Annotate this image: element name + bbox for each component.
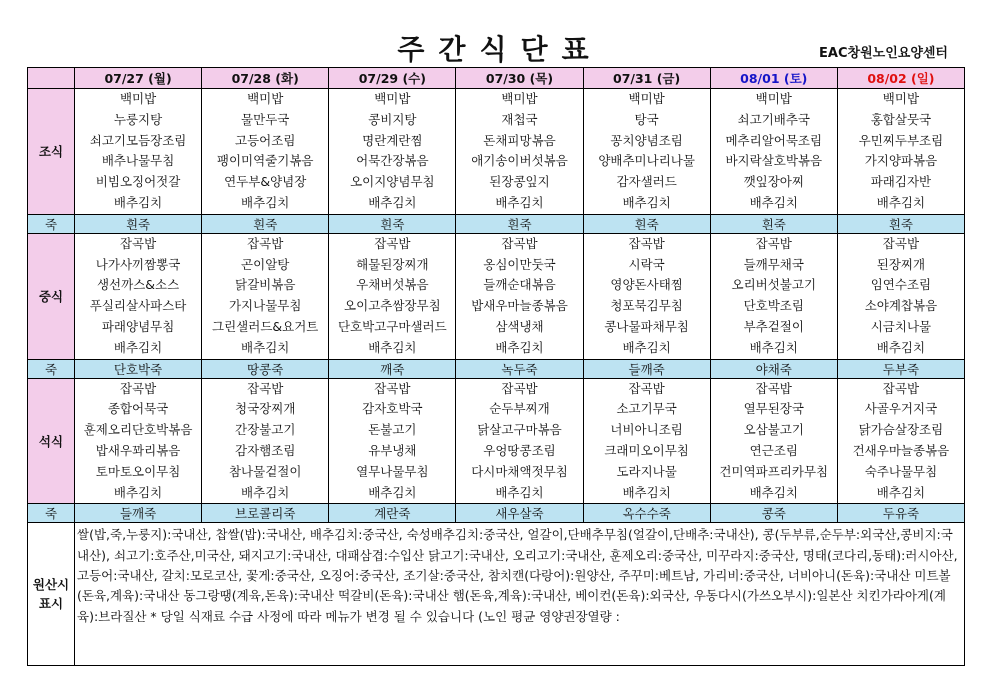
porridge-cell: 단호박죽 [75,359,202,378]
meal-row [28,89,965,215]
menu-item: 꽁치양념조림 [610,132,683,148]
meal-label: 석식 [28,378,75,504]
porridge-cell: 두유죽 [837,504,964,523]
menu-item: 크래미오이무침 [604,442,689,458]
menu-item: 나가사끼짬뽕국 [95,256,181,272]
menu-item: 된장찌개 [876,256,926,272]
menu-item: 해물된장찌개 [356,256,429,272]
header-corner-cell [28,68,75,89]
menu-item: 우채버섯볶음 [356,277,429,293]
menu-cell [583,378,710,504]
menu-item: 청포묵김무침 [610,298,683,314]
menu-item: 건새우마늘종볶음 [852,442,950,458]
weekly-menu-table [27,67,965,666]
day-header-3: 07/30 (목) [456,68,583,89]
menu-item: 배추김치 [749,194,798,210]
menu-item: 연두부&양념장 [224,174,307,190]
menu-item: 생선까스&소스 [96,277,180,293]
menu-item: 삼색냉채 [495,318,544,334]
menu-item: 곤이알탕 [241,256,290,272]
menu-item: 배추김치 [241,194,290,210]
porridge-cell: 들깨죽 [75,504,202,523]
menu-cell [456,378,583,504]
porridge-cell: 브로콜리죽 [202,504,329,523]
menu-item: 배추김치 [749,484,798,500]
porridge-cell: 녹두죽 [456,359,583,378]
origin-text: 쌀(밥,죽,누룽지):국내산, 찹쌀(밥):국내산, 배추김치:중국산, 숙성배추김치:중국산, 얼갈이,단배추무침(얼갈이,단배추:국내산), 콩(두부류,순두부:외국산,콩비지:국내산), 쇠고기:호주산,미국산, 돼지고기:국내산, 대패삼겹:수입산 닭고기:국내산, 오리고기:국내산, 훈제오리:중국산, 미꾸라지:중국산, 명태(코다리,동태):러시아산, 고등어:국내산, 갈치:모로코산, 꽃게:중국산, 오징어:중국산, 조기살:중국산, 참치캔(다랑어):원양산, 주꾸미:베트남, 가리비:중국산, 너비아니(돈육):국내산 미트볼(돈육,계육):국내산 동그랑땡(계육,돈육):국내산 떡갈비(돈육):국내산 햄(돈육,계육):국내산, 베이컨(돈육):외국산, 우동다시(가쓰오부시):일본산 치킨가라아게(계육):브라질산 * 당일 식재료 수급 사정에 따라 메뉴가 변경 될 수 있습니다 (노인 평균 영양권장열량 : [75,523,965,666]
porridge-cell: 옥수수죽 [583,504,710,523]
menu-item: 닭가슴살장조림 [858,422,944,438]
menu-item: 어묵간장볶음 [356,153,429,169]
menu-item: 잡곡밥 [882,380,920,396]
menu-item: 배추김치 [622,339,671,355]
menu-item: 밥새우꽈리볶음 [95,442,181,458]
day-header-5: 08/01 (토) [710,68,837,89]
porridge-cell: 흰죽 [837,214,964,233]
menu-item: 소고기무국 [616,401,677,417]
menu-item: 우엉땅콩조림 [483,442,556,458]
menu-item: 홍합살뭇국 [870,111,932,127]
menu-item: 종합어묵국 [107,401,169,417]
menu-cell [75,233,202,359]
menu-cell [202,233,329,359]
menu-item: 시금치나물 [870,318,932,334]
porridge-cell: 흰죽 [456,214,583,233]
menu-cell [202,89,329,215]
menu-cell [456,233,583,359]
menu-item: 콩나물파채무침 [604,318,689,334]
menu-item: 소야계찹볶음 [864,298,938,314]
menu-item: 백미밥 [882,91,920,106]
menu-cell [583,233,710,359]
porridge-cell: 흰죽 [710,214,837,233]
menu-item: 백미밥 [501,91,538,106]
menu-item: 팽이미역줄기볶음 [216,153,314,169]
menu-cell [329,233,456,359]
menu-item: 열무된장국 [743,401,804,417]
menu-item: 가지양파볶음 [864,153,938,169]
day-header-1: 07/28 (화) [202,68,329,89]
day-header-4: 07/31 (금) [583,68,710,89]
menu-cell [710,89,837,215]
menu-item: 돈불고기 [368,422,417,438]
porridge-cell: 흰죽 [75,214,202,233]
day-header-row [28,68,965,89]
menu-item: 물만두국 [241,111,290,127]
menu-item: 누룽지탕 [113,111,163,127]
menu-item: 단호박조림 [743,298,804,314]
menu-item: 배추김치 [113,194,163,210]
menu-item: 비빔오징어젓갈 [95,174,181,190]
porridge-label: 죽 [28,359,75,378]
menu-item: 배추김치 [495,339,544,355]
menu-item: 쇠고기모듬장조림 [89,132,187,148]
menu-item: 재첩국 [501,111,538,127]
menu-item: 가지나물무침 [228,298,302,314]
menu-item: 다시마채액젓무침 [471,463,568,479]
menu-item: 부추겉절이 [743,318,804,334]
menu-item: 토마토오이무침 [95,463,181,479]
menu-item: 임연수조림 [870,277,932,293]
organization-name: EAC창원노인요양센터 [819,46,948,61]
menu-item: 닭살고구마볶음 [477,422,562,438]
menu-cell [837,233,964,359]
menu-item: 간장불고기 [235,422,296,438]
page-title: 주간식단표 [397,33,603,66]
porridge-cell: 흰죽 [583,214,710,233]
porridge-cell: 흰죽 [329,214,456,233]
menu-item: 오이지양념무침 [350,174,435,190]
menu-item: 영양돈사태찜 [610,277,683,293]
menu-item: 배추김치 [876,194,926,210]
porridge-row [28,214,965,233]
porridge-cell: 깨죽 [329,359,456,378]
menu-item: 잡곡밥 [501,380,538,396]
menu-item: 탕국 [634,111,659,127]
menu-item: 시락국 [628,256,665,272]
menu-item: 푸실리살사파스타 [89,298,187,314]
meal-label: 조식 [28,89,75,215]
menu-item: 우민찌두부조림 [858,132,944,148]
porridge-cell: 들깨죽 [583,359,710,378]
menu-item: 배추김치 [368,339,417,355]
menu-item: 감자햄조림 [235,442,296,458]
menu-item: 유부냉채 [368,442,417,458]
menu-item: 잡곡밥 [119,380,157,396]
menu-item: 파래김자반 [870,174,932,190]
menu-item: 잡곡밥 [119,235,157,251]
menu-item: 연근조림 [749,442,798,458]
menu-cell [456,89,583,215]
menu-item: 잡곡밥 [501,235,538,251]
menu-item: 잡곡밥 [628,235,665,251]
menu-item: 그린샐러드&요거트 [212,318,319,334]
menu-item: 배추김치 [495,484,544,500]
menu-item: 배추김치 [241,484,290,500]
menu-item: 잡곡밥 [628,380,665,396]
menu-item: 배추김치 [368,484,417,500]
menu-item: 쇠고기배추국 [737,111,810,127]
menu-item: 된장콩잎지 [489,174,550,190]
menu-item: 닭갈비볶음 [235,277,296,293]
menu-item: 파래양념무침 [101,318,175,334]
porridge-cell: 땅콩죽 [202,359,329,378]
menu-item: 백미밥 [628,91,665,106]
menu-item: 잡곡밥 [247,380,284,396]
menu-item: 배추김치 [113,339,163,355]
day-header-0: 07/27 (월) [75,68,202,89]
menu-item: 배추김치 [622,194,671,210]
menu-item: 고등어조림 [235,132,296,148]
menu-item: 콩비지탕 [368,111,417,127]
menu-cell [75,378,202,504]
menu-item: 너비아니조림 [610,422,683,438]
menu-item: 잡곡밥 [755,380,792,396]
menu-item: 도라지나물 [616,463,677,479]
menu-item: 옹심이만둣국 [483,256,556,272]
day-header-2: 07/29 (수) [329,68,456,89]
origin-label-text: 원산시 표시 [32,577,70,612]
menu-item: 배추김치 [368,194,417,210]
menu-item: 양배추미나리나물 [598,153,695,169]
origin-label [28,523,75,666]
porridge-cell: 흰죽 [202,214,329,233]
menu-item: 잡곡밥 [374,380,411,396]
menu-item: 잡곡밥 [374,235,411,251]
menu-item: 숙주나물무침 [864,463,938,479]
origin-row [28,523,965,666]
menu-cell [202,378,329,504]
menu-cell [710,233,837,359]
menu-item: 애기송이버섯볶음 [471,153,568,169]
menu-item: 깻잎장아찌 [743,174,804,190]
menu-item: 사골우거지국 [864,401,938,417]
menu-cell [583,89,710,215]
menu-item: 오리버섯불고기 [731,277,817,293]
menu-cell [837,89,964,215]
menu-item: 메추리알어묵조림 [725,132,823,148]
menu-item: 들깨무채국 [743,256,804,272]
porridge-cell: 새우살죽 [456,504,583,523]
menu-cell [329,378,456,504]
menu-item: 배추김치 [622,484,671,500]
menu-item: 배추김치 [113,484,163,500]
menu-item: 백미밥 [119,91,157,106]
menu-item: 열무나물무침 [356,463,429,479]
menu-item: 감자호박국 [362,401,423,417]
menu-item: 배추나물무침 [101,153,175,169]
menu-item: 백미밥 [374,91,411,106]
porridge-cell: 계란죽 [329,504,456,523]
menu-item: 잡곡밥 [882,235,920,251]
menu-item: 백미밥 [247,91,284,106]
menu-item: 참나물겉절이 [228,463,302,479]
menu-item: 배추김치 [749,339,798,355]
menu-item: 잡곡밥 [755,235,792,251]
menu-item: 배추김치 [495,194,544,210]
menu-item: 오삼불고기 [743,422,804,438]
menu-item: 건미역파프리카무침 [719,463,829,479]
menu-cell [329,89,456,215]
meal-row [28,233,965,359]
menu-cell [837,378,964,504]
porridge-cell: 두부죽 [837,359,964,378]
menu-item: 감자샐러드 [616,174,677,190]
menu-item: 배추김치 [876,339,926,355]
meal-row [28,378,965,504]
menu-item: 잡곡밥 [247,235,284,251]
porridge-row [28,359,965,378]
porridge-label: 죽 [28,504,75,523]
menu-item: 청국장찌개 [235,401,296,417]
menu-item: 들깨순대볶음 [483,277,556,293]
menu-item: 배추김치 [876,484,926,500]
menu-item: 오이고추쌈장무침 [344,298,441,314]
porridge-label: 죽 [28,214,75,233]
menu-item: 배추김치 [241,339,290,355]
menu-cell [710,378,837,504]
day-header-6: 08/02 (일) [837,68,964,89]
menu-item: 명란계란찜 [362,132,423,148]
menu-item: 백미밥 [755,91,792,106]
porridge-row [28,504,965,523]
menu-item: 순두부찌개 [489,401,550,417]
meal-label: 중식 [28,233,75,359]
menu-item: 단호박고구마샐러드 [338,318,447,334]
menu-item: 바지락살호박볶음 [725,153,823,169]
porridge-cell: 콩죽 [710,504,837,523]
menu-cell [75,89,202,215]
porridge-cell: 야채죽 [710,359,837,378]
menu-item: 돈채피망볶음 [483,132,556,148]
menu-item: 밥새우마늘종볶음 [471,298,568,314]
menu-item: 훈제오리단호박볶음 [83,422,193,438]
